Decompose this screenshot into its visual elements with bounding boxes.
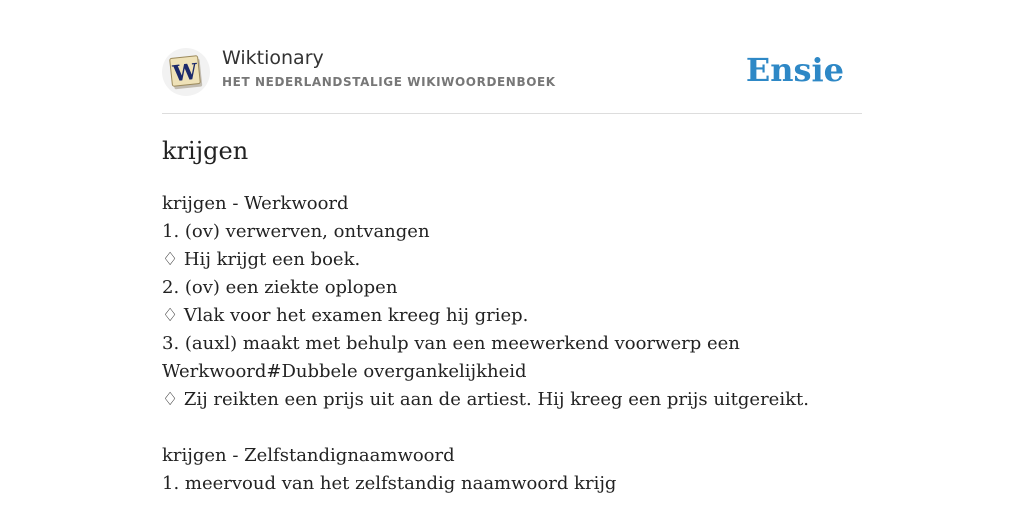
wiktionary-logo-svg bbox=[166, 52, 206, 92]
definition-line: 3. (auxl) maakt met behulp van een meewerkend voorwerp een bbox=[162, 333, 740, 354]
svg-text:W: W bbox=[171, 58, 199, 88]
definition-line: 1. meervoud van het zelfstandig naamwoord krijg bbox=[162, 473, 617, 494]
entry-heading: krijgen - Werkwoord bbox=[162, 193, 349, 214]
definition-content bbox=[162, 190, 862, 498]
page-title: krijgen bbox=[162, 137, 249, 165]
site-tagline: HET NEDERLANDSTALIGE WIKIWOORDENBOEK bbox=[222, 75, 556, 89]
site-header bbox=[162, 46, 862, 114]
example-line: ♢ Zij reikten een prijs uit aan de artiest. Hij kreeg een prijs uitgereikt. bbox=[162, 389, 809, 410]
entry-separator bbox=[162, 414, 862, 442]
example-line: ♢ Vlak voor het examen kreeg hij griep. bbox=[162, 305, 529, 326]
site-name[interactable]: Wiktionary bbox=[222, 47, 324, 69]
definition-line: 1. (ov) verwerven, ontvangen bbox=[162, 221, 430, 242]
ensie-brand-link[interactable]: Ensie bbox=[745, 51, 844, 89]
wiktionary-logo-icon[interactable] bbox=[162, 48, 210, 96]
definition-line: 2. (ov) een ziekte oplopen bbox=[162, 277, 398, 298]
example-line: ♢ Hij krijgt een boek. bbox=[162, 249, 361, 270]
entry-heading: krijgen - Zelfstandignaamwoord bbox=[162, 445, 455, 466]
definition-line-continued: Werkwoord#Dubbele overgankelijkheid bbox=[162, 361, 527, 382]
